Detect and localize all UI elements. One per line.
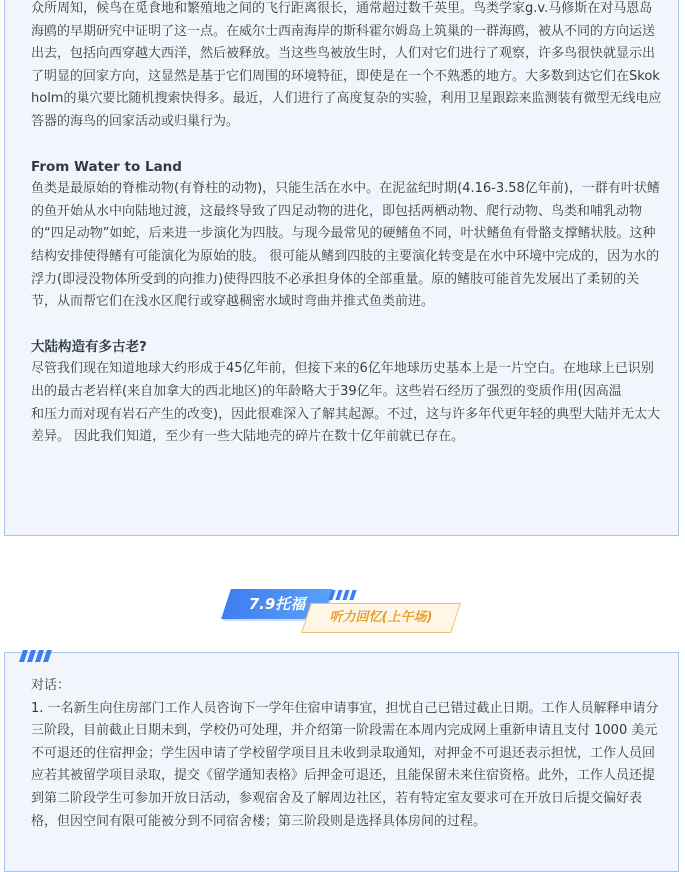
reading-content [31,0,663,449]
dialogue-item-1: 1. 一名新生向住房部门工作人员咨询下一学年住宿申请事宜，担忧自己已错过截止日期。工作人员解释申请分三阶段，目前截止日期未到，学校仍可处理，并介绍第一阶段需在本周内完成网上重新申请且支付 1000 美元不可退还的住宿押金；学生因申请了学校留学项目且未收到录取通知，对押金不可退还表示担忧，工作人员回应若其被留学项目录取，提交《留学通知表格》后押金可退还，且能保留未来住宿资格。此外，工作人员还提到第二阶段学生可参加开放日活动，参观宿舍及了解周边社区，若有特定室友要求可在开放日后提交偏好表格，但因空间有限可能被分到不同宿舍楼；第三阶段则是选择具体房间的过程。 [31,700,659,829]
card-tab-stripes-icon [21,647,57,659]
paragraph-continent-age-part1: 尽管我们现在知道地球大约形成于45亿年前，但接下来的6亿年地球历史基本上是一片空白。在地球上已识别出的最古老岩样(来自加拿大的西北地区)的年龄略大于39亿年。这些岩石经历了强烈的变质作用(因高温 [31,361,654,399]
dialogue-label: 对话： [31,678,71,693]
listening-card [4,652,679,872]
paragraph-bird-navigation: 众所周知，候鸟在觅食地和繁殖地之间的飞行距离很长，通常超过数千英里。鸟类学家g.v.马修斯在对马恩岛海鸥的早期研究中证明了这一点。在威尔士西南海岸的斯科霍尔姆岛上筑巢的一群海鸥，被从不同的方向运送出去，包括向西穿越大西洋，然后被释放。当这些鸟被放生时，人们对它们进行了观察，许多鸟很快就显示出了明显的回家方向，这显然是基于它们周围的环境特征，即使是在一个不熟悉的地方。大多数到达它们在Skokholm的巢穴要比随机搜索快得多。最近，人们进行了高度复杂的实验，利用卫星跟踪来监测装有微型无线电应答器的海鸟的回家活动或归巢行为。 [31,1,662,129]
section-title-main: 7.9托福 [248,595,306,613]
reading-card [4,0,679,536]
paragraph-continent-age-part2: 和压力而对现有岩石产生的改变)，因此很难深入了解其起源。不过，这与许多年代更年轻的典型大陆并无太大差异。 因此我们知道，至少有一些大陆地壳的碎片在数十亿年前就已存在。 [31,406,661,445]
listening-content [31,675,663,833]
paragraph-water-to-land: 鱼类是最原始的脊椎动物(有脊柱的动物)，只能生活在水中。在泥盆纪时期(4.16-3.58亿年前)，一群有叶状鳍的鱼开始从水中向陆地过渡，这最终导致了四足动物的进化，即包括两栖动物、爬行动物、鸟类和哺乳动物的“四足动物”如蛇，后来进一步演化为四肢。与现今最常见的硬鳍鱼不同，叶状鳍鱼有骨骼支撑鳍状肢。这种结构安排使得鳍有可能演化为原始的肢。 很可能从鳍到四肢的主要演化转变是在水中环境中完成的，因为水的浮力(即浸没物体所受到的向推力)使得四肢不必承担身体的全部重量。原的鳍肢可能首先发展出了柔韧的关节，从而帮它们在浅水区爬行或穿越稠密水域时弯曲并推式鱼类前进。 [31,181,660,310]
section-title-sub: 听力回忆(上午场) [329,610,433,625]
heading-from-water-to-land: From Water to Land [31,158,182,175]
heading-continent-age: 大陆构造有多古老? [31,338,147,355]
decorative-stripes-icon [330,585,360,595]
